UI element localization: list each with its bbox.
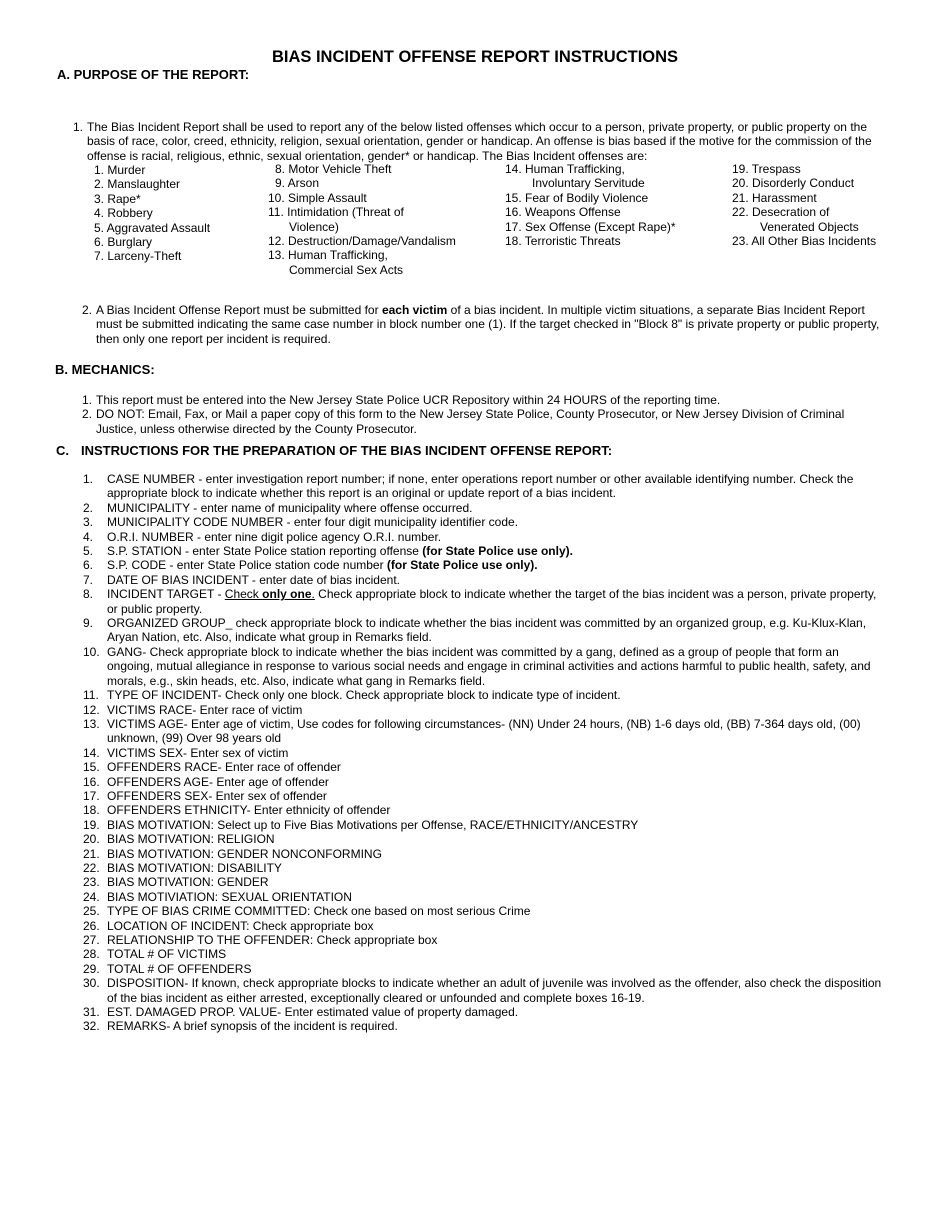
list-item-text: GANG- Check appropriate block to indicate whether the bias incident was committed by a gang, defined as a group of people that form an ongoing, mutual allegiance in response to various social needs and engage in criminal activities and actions harmful to public health, safety, and morals, e.g., skin heads, etc. Also, indicate what gang in Remarks field. (107, 644, 871, 688)
list-item-text: This report must be entered into the New Jersey State Police UCR Repository within 24 HOURS of the reporting time. (96, 393, 721, 407)
list-item-text (82, 303, 890, 346)
list-item-text: BIAS MOTIVATION: GENDER NONCONFORMING (107, 846, 382, 861)
list-item (83, 933, 883, 947)
list-item (83, 1019, 883, 1033)
list-number: 6. (83, 558, 94, 573)
list-item-text: OFFENDERS RACE- Enter race of offender (107, 760, 341, 775)
offense-item: Involuntary Servitude (532, 176, 645, 191)
offense-item: Venerated Objects (760, 219, 859, 234)
offense-column-2 (268, 162, 456, 277)
list-item (83, 746, 883, 760)
offense-item: 2. Manslaughter (94, 177, 181, 192)
list-item-text: ORGANIZED GROUP_ check appropriate block to indicate whether the bias incident was committed by an organized group, e.g. Ku-Klux-Klan, Aryan Nation, etc. Also, indicate what group in Remarks field. (107, 616, 867, 645)
list-item (83, 904, 883, 918)
list-number: 1. (82, 393, 93, 407)
offense-item: 12. Destruction/Damage/Vandalism (268, 233, 456, 248)
offense-item: 21. Harassment (732, 190, 817, 205)
list-number: 2. (82, 303, 93, 317)
list-item (83, 530, 883, 544)
list-number: 16. (83, 774, 100, 789)
list-item-text: TYPE OF INCIDENT- Check only one block. Check appropriate block to indicate type of incident. (107, 688, 621, 703)
list-item (83, 803, 883, 817)
list-item-text: TOTAL # OF VICTIMS (107, 947, 227, 962)
list-item (83, 688, 883, 702)
offense-item: 10. Simple Assault (268, 190, 367, 205)
list-item (83, 703, 883, 717)
list-number: 4. (83, 529, 94, 544)
list-number: 21. (83, 846, 100, 861)
list-item-text: RELATIONSHIP TO THE OFFENDER: Check appropriate box (107, 933, 438, 947)
list-number: 26. (83, 918, 100, 933)
section-b-heading: B. MECHANICS: (55, 362, 155, 377)
offense-item: 22. Desecration of (732, 205, 830, 220)
offense-item: 18. Terroristic Threats (505, 233, 621, 248)
list-item (83, 775, 883, 789)
list-item-text: O.R.I. NUMBER - enter nine digit police agency O.R.I. number. (107, 529, 442, 544)
offense-item: 23. All Other Bias Incidents (732, 233, 877, 248)
list-number: 7. (83, 572, 94, 587)
underlined-text (225, 587, 315, 601)
list-item (83, 616, 883, 645)
list-item-text: OFFENDERS AGE- Enter age of offender (107, 774, 329, 789)
list-number: 13. (83, 716, 100, 731)
emphasis-text: only one (262, 587, 312, 602)
list-item-text: VICTIMS AGE- Enter age of victim, Use codes for following circumstances- (NN) Under 24 hours, (NB) 1-6 days old, (BB) 7-364 days old, (00) unknown, (99) Over 98 years old (107, 716, 861, 746)
section-a-item-2 (82, 303, 890, 346)
list-item (83, 818, 883, 832)
list-item (83, 947, 883, 961)
offense-item: 4. Robbery (94, 206, 153, 221)
offense-item: 16. Weapons Offense (505, 205, 621, 220)
list-number: 28. (83, 947, 100, 962)
list-number: 10. (83, 644, 100, 659)
list-number: 18. (83, 803, 100, 818)
list-item (83, 789, 883, 803)
list-item (83, 890, 883, 904)
list-item-text: EST. DAMAGED PROP. VALUE- Enter estimated value of property damaged. (107, 1005, 519, 1020)
offense-item: Commercial Sex Acts (289, 262, 404, 277)
list-item (83, 573, 883, 587)
text-run: INCIDENT TARGET - (107, 587, 225, 602)
section-a-item-1 (73, 120, 888, 163)
list-number: 22. (83, 860, 100, 875)
list-item-text: BIAS MOTIVATION: GENDER (107, 875, 269, 890)
section-letter: C. (56, 443, 69, 458)
offense-item: 15. Fear of Bodily Violence (505, 190, 649, 205)
list-item-text: DISPOSITION- If known, check appropriate blocks to indicate whether an adult of juvenile was involved as the offender, also check the disposition of the bias incident as either arrested, exceptionally cleared or unfounded and complete boxes 16-19. (107, 976, 882, 1005)
list-item (83, 861, 883, 875)
list-number: 11. (83, 688, 99, 703)
section-heading-text: INSTRUCTIONS FOR THE PREPARATION OF THE BIAS INCIDENT OFFENSE REPORT: (81, 443, 613, 458)
list-item (83, 919, 883, 933)
list-number: 30. (83, 976, 100, 991)
list-item-text: DATE OF BIAS INCIDENT - enter date of bias incident. (107, 572, 400, 587)
section-c-list (83, 472, 883, 1034)
offense-item: Violence) (289, 219, 339, 234)
offense-column-4 (732, 162, 876, 248)
list-item-text: VICTIMS SEX- Enter sex of victim (107, 745, 289, 760)
section-b-list (82, 393, 882, 436)
offense-item: 1. Murder (94, 163, 146, 177)
offense-item: 8. Motor Vehicle Theft (275, 162, 392, 176)
offense-item: 9. Arson (275, 176, 320, 191)
text-run: Check (224, 587, 263, 602)
list-number: 32. (83, 1019, 100, 1034)
emphasis-text: (for State Police use only). (422, 544, 573, 559)
list-item (83, 875, 883, 889)
list-item (82, 407, 882, 436)
section-c-heading (56, 443, 612, 459)
list-item-text: MUNICIPALITY - enter name of municipality where offense occurred. (107, 500, 473, 515)
text-run: of a bias incident. In multiple victim situations, a separate Bias Incident Report must be submitted indicating the same case number in block number one (1). If the target checked in "Block 8" is private property or public property, then only one report per incident is required. (96, 303, 880, 346)
list-number: 9. (83, 616, 94, 631)
list-number: 15. (83, 760, 100, 775)
text-run: . (311, 587, 315, 602)
list-number: 24. (83, 889, 100, 904)
list-number: 2. (83, 500, 94, 515)
list-number: 1. (73, 120, 84, 134)
list-number: 20. (83, 832, 100, 847)
list-item-text: OFFENDERS ETHNICITY- Enter ethnicity of offender (107, 803, 391, 818)
offense-item: 17. Sex Offense (Except Rape)* (505, 219, 676, 234)
list-item-text: MUNICIPALITY CODE NUMBER - enter four digit municipality identifier code. (107, 515, 519, 530)
offense-item: 3. Rape* (94, 191, 141, 206)
list-item (83, 544, 883, 558)
offense-item: 5. Aggravated Assault (94, 220, 211, 235)
list-number: 31. (83, 1005, 100, 1020)
list-number: 17. (83, 788, 100, 803)
offense-item: 14. Human Trafficking, (505, 162, 625, 176)
list-number: 25. (83, 904, 100, 919)
list-item-text: REMARKS- A brief synopsis of the incident is required. (107, 1019, 398, 1034)
section-a-heading: A. PURPOSE OF THE REPORT: (57, 67, 250, 82)
offense-item: 20. Disorderly Conduct (732, 176, 855, 191)
list-item (83, 976, 883, 1005)
offense-item: 6. Burglary (94, 234, 153, 249)
list-item (83, 558, 883, 572)
list-item (83, 847, 883, 861)
list-item-text: BIAS MOTIVIATION: SEXUAL ORIENTATION (107, 889, 352, 904)
emphasis-text: (for State Police use only). (386, 558, 538, 573)
list-number: 14. (83, 745, 100, 760)
text-run: Check appropriate block to indicate whether the target of the bias incident was a person, private property, or public property. (107, 587, 877, 616)
list-number: 29. (83, 961, 100, 976)
list-number: 5. (83, 544, 94, 559)
list-number: 12. (83, 702, 100, 717)
list-number: 8. (83, 587, 94, 602)
list-item-text: The Bias Incident Report shall be used to report any of the below listed offenses which occur to a person, private property, or public property on the basis of race, color, creed, ethnicity, religion, sexual orientation, gender or handicap. An offense is bias based if the motive for the commission of the offense is racial, religious, ethnic, sexual orientation, gender* or handicap. The Bias Incident offenses are: (87, 120, 872, 163)
list-item (82, 393, 882, 407)
list-item (83, 501, 883, 515)
offense-column-3 (505, 162, 676, 248)
list-item-text: BIAS MOTIVATION: DISABILITY (107, 860, 282, 875)
list-item-text: OFFENDERS SEX- Enter sex of offender (107, 788, 327, 803)
offense-item: 19. Trespass (732, 162, 801, 176)
list-item-text: DO NOT: Email, Fax, or Mail a paper copy of this form to the New Jersey State Police, County Prosecutor, or New Jersey Division of Criminal Justice, unless otherwise directed by the County Prosecutor. (96, 407, 845, 436)
list-item-text: CASE NUMBER - enter investigation report number; if none, enter operations report number or other available identifying number. Check the appropriate block to indicate whether this report is an original or update report of a bias incident. (107, 472, 854, 501)
list-item (83, 832, 883, 846)
list-number: 1. (83, 472, 94, 486)
list-number: 2. (82, 407, 93, 422)
list-item (83, 472, 883, 501)
list-item-text: BIAS MOTIVATION: RELIGION (107, 832, 275, 847)
offense-column-1 (94, 163, 210, 264)
list-item (83, 645, 883, 688)
text-run: A Bias Incident Offense Report must be submitted for (96, 303, 382, 317)
offense-item: 7. Larceny-Theft (94, 249, 182, 264)
list-item (83, 717, 883, 746)
list-item-text: VICTIMS RACE- Enter race of victim (107, 702, 303, 717)
list-item-text: TYPE OF BIAS CRIME COMMITTED: Check one based on most serious Crime (107, 904, 531, 919)
list-item-text: S.P. CODE - enter State Police station code number (107, 558, 387, 573)
list-number: 3. (83, 515, 94, 530)
list-item-text: TOTAL # OF OFFENDERS (107, 961, 252, 976)
offense-item: 11. Intimidation (Threat of (268, 205, 404, 220)
list-item (83, 587, 883, 616)
list-number: 23. (83, 875, 100, 890)
offense-item: 13. Human Trafficking, (268, 248, 388, 263)
list-item-text: BIAS MOTIVATION: Select up to Five Bias Motivations per Offense, RACE/ETHNICITY/ANCESTRY (107, 817, 639, 832)
list-number: 27. (83, 933, 100, 947)
emphasis-text: each victim (381, 303, 448, 317)
list-number: 19. (83, 817, 100, 832)
list-item-text: S.P. STATION - enter State Police station reporting offense (107, 544, 423, 559)
list-item (83, 962, 883, 976)
list-item (83, 760, 883, 774)
list-item-text: LOCATION OF INCIDENT: Check appropriate box (107, 918, 374, 933)
list-item (83, 1005, 883, 1019)
list-item (83, 515, 883, 529)
page-title: BIAS INCIDENT OFFENSE REPORT INSTRUCTIONS (271, 48, 679, 66)
